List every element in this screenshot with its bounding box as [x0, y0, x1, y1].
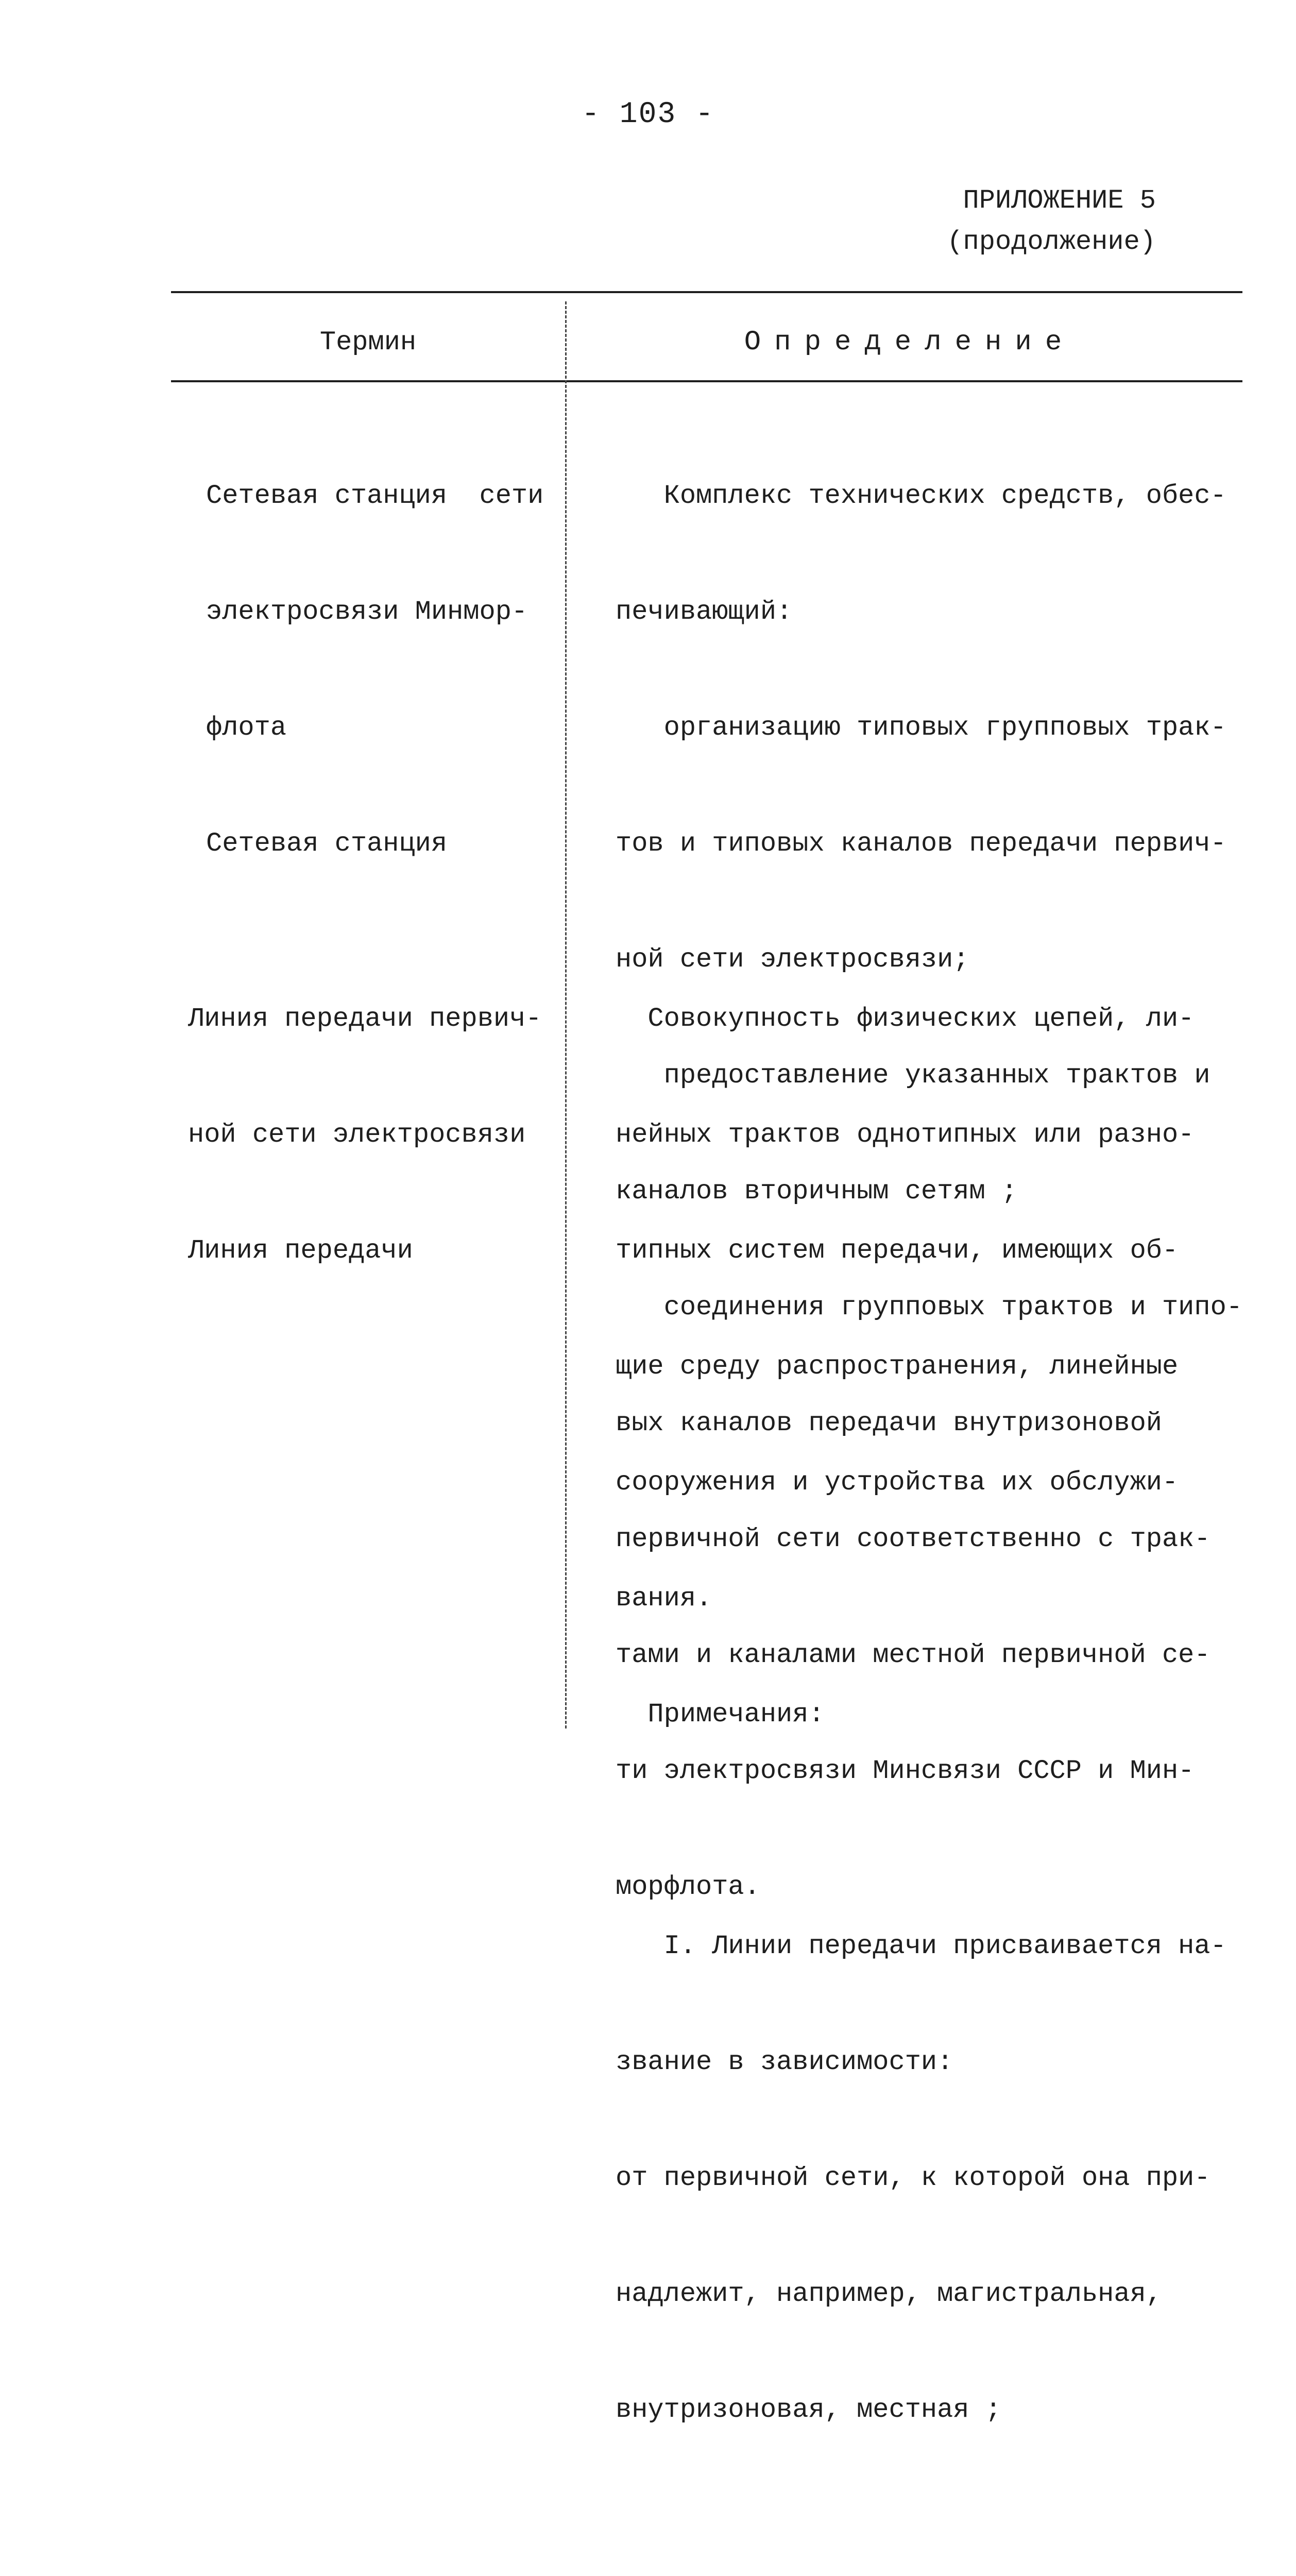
definition-line: вания. — [616, 1583, 712, 1614]
term-line: Линия передачи — [188, 1235, 413, 1266]
definition-line: печивающий: — [616, 597, 793, 627]
definition-line: ти электросвязи Минсвязи СССР и Мин- — [616, 1756, 1195, 1786]
table-row-term — [206, 399, 543, 902]
page-number: - 103 - — [582, 98, 714, 131]
definition-line: надлежит, например, магистральная, — [616, 2279, 1162, 2309]
table-row-definition — [616, 922, 1226, 2576]
table-header-rule — [171, 380, 1242, 382]
definition-line: вых каналов передачи внутризоновой — [616, 1408, 1162, 1438]
table-top-rule — [171, 291, 1242, 293]
appendix-header — [947, 180, 1156, 263]
definition-line: Совокупность физических цепей, ли- — [616, 1004, 1195, 1034]
term-line: Сетевая станция — [206, 828, 448, 859]
table-header-term: Термин — [319, 327, 417, 358]
definition-line: предоставление указанных трактов и — [616, 1060, 1210, 1091]
definition-line: организацию типовых групповых трак- — [616, 713, 1226, 743]
definition-line: тами и каналами местной первичной се- — [616, 1640, 1210, 1670]
column-divider — [565, 301, 567, 1728]
definition-line: сооружения и устройства их обслужи- — [616, 1467, 1179, 1498]
term-line: флота — [206, 713, 287, 743]
definition-line: нейных трактов однотипных или разно- — [616, 1120, 1195, 1150]
definition-line: ной сети электросвязи; — [616, 944, 969, 975]
term-line: Сетевая станция сети — [206, 481, 544, 511]
definition-line — [616, 1811, 1226, 1850]
term-line: электросвязи Минмор- — [206, 597, 528, 627]
table-row-term — [188, 922, 542, 1309]
definition-line: Примечания: — [616, 1699, 825, 1730]
definition-line: от первичной сети, к которой она при- — [616, 2163, 1210, 2193]
term-line: ной сети электросвязи — [188, 1120, 526, 1150]
definition-line: внутризоновая, местная ; — [616, 2395, 1001, 2425]
term-line: Линия передачи первич- — [188, 1004, 542, 1034]
definition-line: типных систем передачи, имеющих об- — [616, 1235, 1179, 1266]
appendix-subtitle: (продолжение) — [947, 227, 1156, 257]
definition-line: каналов вторичным сетям ; — [616, 1176, 1018, 1207]
table-header-definition: Определение — [744, 327, 1076, 358]
definition-line: морфлота. — [616, 1872, 760, 1902]
definition-line: Комплекс технических средств, обес- — [616, 481, 1226, 511]
definition-line: звание в зависимости: — [616, 2047, 953, 2077]
definition-line: соединения групповых трактов и типо- — [616, 1292, 1242, 1323]
definition-line: I. Линии передачи присваивается на- — [616, 1931, 1226, 1961]
definition-line: щие среду распространения, линейные — [616, 1351, 1179, 1382]
definition-line: тов и типовых каналов передачи первич- — [616, 828, 1226, 859]
definition-line: первичной сети соответственно с трак- — [616, 1524, 1210, 1554]
definition-line — [616, 2506, 1226, 2545]
appendix-title: ПРИЛОЖЕНИЕ 5 — [963, 185, 1156, 216]
